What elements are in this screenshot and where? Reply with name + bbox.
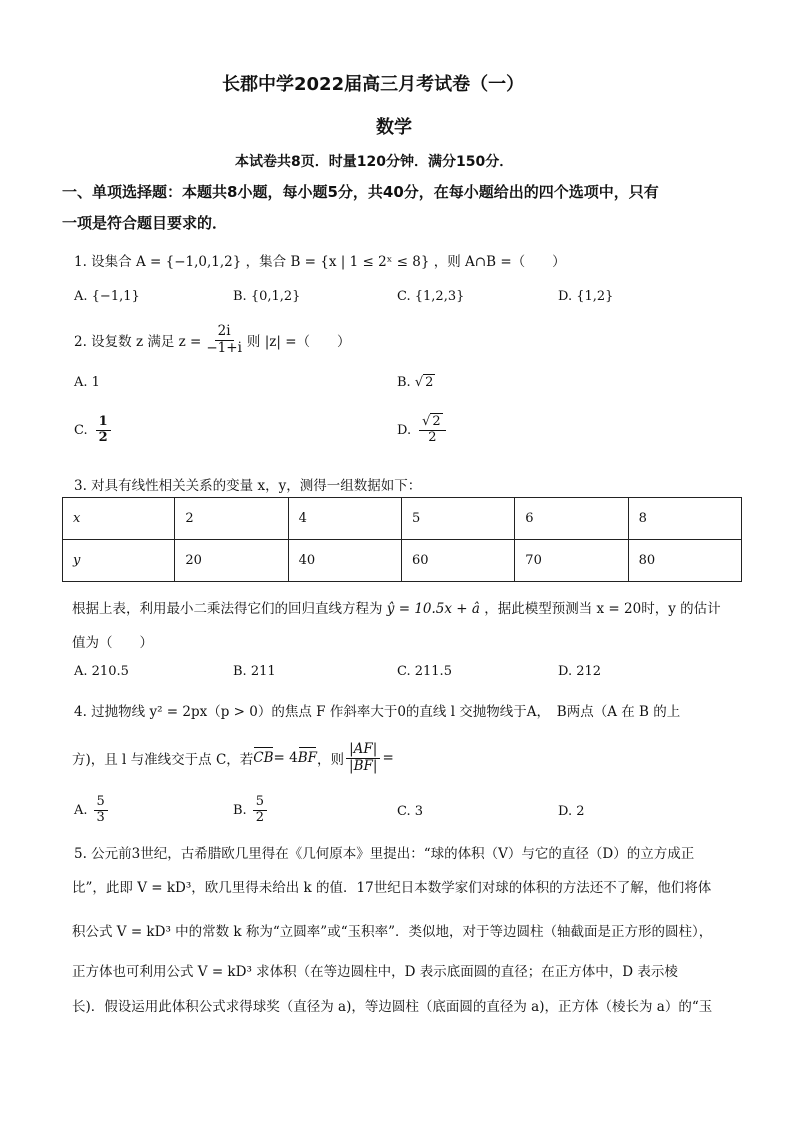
q4-option-b-fraction (253, 795, 267, 826)
q3-option-a: A. 210.5 (74, 664, 129, 679)
question-5-line1: 5. 公元前3世纪，古希腊欧几里得在《几何原本》里提出：“球的体积（V）与它的直径（D）的立方成正 (74, 846, 695, 862)
table-cell: 20 (175, 540, 288, 582)
q3-line1-a: 根据上表，利用最小二乘法得它们的回归直线方程为 (72, 601, 383, 617)
question-5-line5: 长)．假设运用此体积公式求得球奖（直径为 a)，等边圆柱（底面圆的直径为 a)，正方体（棱长为 a）的“玉 (72, 999, 713, 1015)
q1-option-b: B. {0,1,2} (233, 289, 301, 304)
question-5-line4: 正方体也可利用公式 V = kD³ 求体积（在等边圆柱中，D 表示底面圆的直径；在正方体中，D 表示棱 (72, 964, 678, 980)
q4-option-b-denominator: 2 (255, 809, 264, 825)
section-heading-line1: 一、单项选择题：本题共8小题，每小题5分，共40分，在每小题给出的四个选项中，只有 (62, 183, 659, 201)
q1-option-c: C. {1,2,3} (397, 289, 465, 304)
q4-option-a-fraction (94, 795, 108, 826)
question-2-stem (74, 324, 351, 356)
q1-set-b: B = {x | 1 ≤ 2ˣ ≤ 8} (290, 254, 430, 270)
table-cell: x (63, 498, 175, 540)
table-cell: 40 (288, 540, 401, 582)
q4-line2-a: 方)，且 l 与准线交于点 C，若 (72, 752, 254, 769)
q2-option-d-fraction (419, 415, 446, 446)
q2-option-a: A. 1 (74, 375, 100, 390)
q2-frac-numerator: 2i (215, 324, 234, 341)
q3-regression-equation: ŷ = 10.5x + â (386, 601, 480, 617)
table-cell: 80 (628, 540, 741, 582)
question-5-line3: 积公式 V = kD³ 中的常数 k 称为“立圆率”或“玉积率”．类似地，对于等边圆柱（轴截面是正方形的圆柱）， (72, 924, 713, 940)
q4-line2-c: = (382, 750, 394, 767)
table-cell: 60 (401, 540, 514, 582)
q3-option-b: B. 211 (233, 664, 276, 679)
q2-option-b: B. √ 2 (397, 375, 434, 390)
question-3-stem: 3. 对具有线性相关关系的变量 x，y，测得一组数据如下： (74, 478, 422, 494)
q1-mid: ，集合 (245, 254, 287, 270)
q4-option-d: D. 2 (558, 804, 585, 819)
subject-title: 数学 (376, 117, 412, 138)
q3-line1-b: ，据此模型预测当 x = 20时，y 的估计 (484, 601, 721, 617)
q3-data-table (62, 497, 742, 582)
table-cell: 2 (175, 498, 288, 540)
q4-option-a (74, 795, 110, 826)
q4-ratio-denominator: |BF| (349, 757, 378, 774)
table-cell: y (63, 540, 175, 582)
question-4-line1: 4. 过抛物线 y² = 2px（p > 0）的焦点 F 作斜率大于0的直线 l 交抛物线于A， B两点（A 在 B 的上 (74, 704, 681, 720)
q2-frac-denominator: −1+i (206, 339, 242, 356)
q3-option-c: C. 211.5 (397, 664, 452, 679)
q3-text-line1 (72, 597, 721, 617)
question-5-line2: 比”，此即 V = kD³，欧几里得未给出 k 的值．17世纪日本数学家们对球的体积的方法还不了解，他们将体 (72, 880, 712, 896)
q2-option-c-denominator: 2 (98, 429, 108, 445)
section-heading-line2: 一项是符合题目要求的． (62, 214, 228, 232)
q1-option-d: D. {1,2} (558, 289, 614, 304)
q2-option-c (74, 415, 113, 446)
q4-option-a-label: A. (74, 802, 88, 818)
q2-suffix: 则 |z| =（ ） (246, 334, 351, 351)
q4-option-b-label: B. (233, 802, 247, 818)
table-cell: 6 (515, 498, 628, 540)
exam-info: 本试卷共8页．时量120分钟．满分150分． (235, 154, 514, 170)
q4-ratio-fraction (346, 742, 380, 774)
q4-line2-b: ，则 (317, 752, 345, 769)
table-cell: 5 (401, 498, 514, 540)
table-row (63, 498, 742, 540)
q2-option-c-fraction (96, 415, 111, 446)
q4-option-a-numerator: 5 (94, 795, 108, 811)
exam-title: 长郡中学2022届高三月考试卷（一） (222, 74, 525, 95)
q2-fraction (203, 324, 245, 356)
q2-option-d-label: D. (397, 422, 412, 438)
q1-option-a: A. {−1,1} (74, 289, 140, 304)
question-1-stem (74, 250, 566, 270)
q2-option-d (397, 415, 448, 446)
q2-option-b-sqrt: 2 (425, 375, 434, 390)
table-row (63, 540, 742, 582)
q2-option-c-label: C. (74, 422, 88, 438)
q1-suffix: ，则 A∩B =（ ） (433, 254, 566, 270)
table-cell: 8 (628, 498, 741, 540)
q4-line2-eq: = 4 (273, 750, 298, 767)
q2-prefix: 2. 设复数 z 满足 z = (74, 334, 202, 351)
q4-vector-cb: CB (253, 750, 274, 767)
q4-option-b (233, 795, 269, 826)
q4-option-c: C. 3 (397, 804, 424, 819)
q2-option-c-numerator: 1 (96, 415, 111, 431)
q2-option-d-denominator: 2 (428, 429, 437, 445)
q4-ratio-numerator: |AF| (346, 742, 380, 759)
q2-option-b-label: B. (397, 375, 411, 390)
q4-option-a-denominator: 3 (96, 809, 105, 825)
q1-set-a: A = {−1,0,1,2} (135, 254, 242, 270)
q4-vector-bf: BF (297, 750, 318, 767)
table-cell: 70 (515, 540, 628, 582)
q2-option-d-numerator: √ 2 (419, 415, 446, 431)
q1-prefix: 1. 设集合 (74, 254, 132, 270)
q4-option-b-numerator: 5 (253, 795, 267, 811)
question-4-line2 (72, 742, 394, 774)
q3-text-line2: 值为（ ） (72, 635, 153, 651)
q3-option-d: D. 212 (558, 664, 602, 679)
table-cell: 4 (288, 498, 401, 540)
